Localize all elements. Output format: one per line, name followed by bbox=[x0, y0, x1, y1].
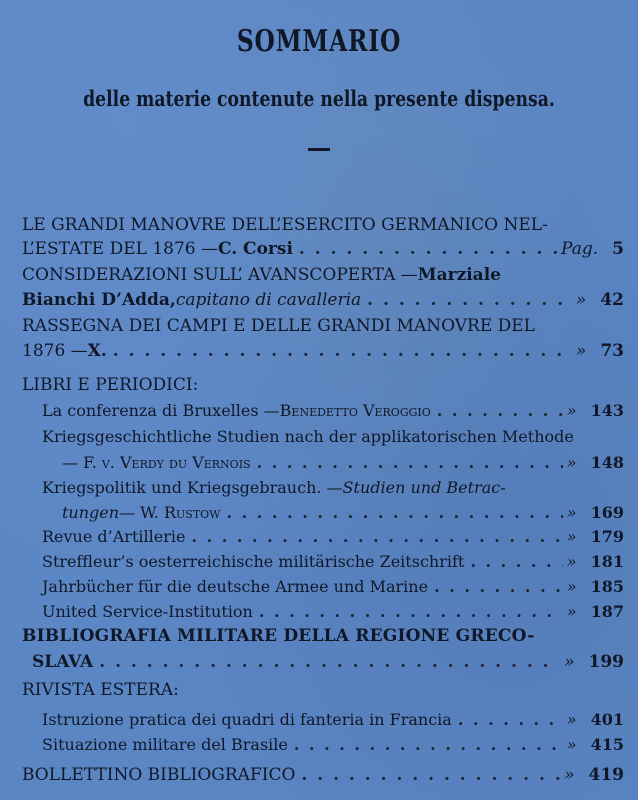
leader-dots bbox=[464, 549, 562, 575]
toc-entry-title: SLAVA bbox=[32, 652, 94, 672]
toc-entry-line bbox=[62, 450, 624, 476]
toc-page-ref: » 179 bbox=[566, 527, 624, 546]
toc-entry-line bbox=[42, 707, 624, 733]
toc-page-ref: » 73 bbox=[575, 341, 624, 361]
toc-entry-line bbox=[22, 287, 624, 313]
toc-entry-author: C. Corsi bbox=[217, 239, 293, 259]
toc-page-ref: » 185 bbox=[566, 577, 624, 596]
toc-page-ref: » 415 bbox=[566, 735, 624, 754]
toc-entry-title: Kriegspolitik und Kriegsgebrauch. — bbox=[42, 478, 343, 497]
toc-entry-title: LE GRANDI MANOVRE DELL’ESERCITO GERMANICO NEL- bbox=[22, 215, 548, 235]
toc-entry-title: Situazione militare del Brasile bbox=[42, 735, 288, 754]
toc-entry-line bbox=[32, 649, 624, 675]
toc-entry-title: Studien und Betrac- bbox=[342, 478, 506, 497]
leader-dots bbox=[251, 450, 563, 476]
toc-entry-line bbox=[22, 338, 624, 364]
toc-page-ref: Pag. 5 bbox=[561, 239, 624, 259]
toc-entry-title: United Service-Institution bbox=[42, 602, 253, 621]
leader-dots bbox=[253, 599, 563, 625]
toc-entry-title: CONSIDERAZIONI SULL’ AVANSCOPERTA — bbox=[22, 265, 418, 285]
toc-entry-title: RASSEGNA DEI CAMPI E DELLE GRANDI MANOVRE DEL bbox=[22, 316, 535, 336]
toc-entry-line bbox=[42, 524, 624, 550]
leader-dots bbox=[431, 398, 563, 424]
toc-entry-line bbox=[42, 599, 624, 625]
page-subtitle: delle materie contenute nella presente dispensa. bbox=[83, 86, 555, 111]
toc-entry-line bbox=[42, 398, 624, 424]
toc-entry-title: Revue d’Artillerie bbox=[42, 527, 186, 546]
section-heading: RIVISTA ESTERA: bbox=[22, 680, 179, 700]
toc-entry-author: — W. Rustow bbox=[119, 503, 221, 522]
page-title: SOMMARIO bbox=[236, 24, 402, 59]
leader-dots bbox=[452, 707, 563, 733]
toc-entry-title: Streffleur’s oesterreichische militärische Zeitschrift bbox=[42, 552, 465, 571]
leader-dots bbox=[428, 574, 563, 600]
toc-entry-line bbox=[42, 475, 624, 501]
leader-dots bbox=[220, 500, 562, 526]
leader-dots bbox=[288, 732, 563, 758]
toc-entry-line bbox=[22, 236, 624, 262]
toc-entry-author: — F. v. Verdy du Vernois bbox=[62, 453, 251, 472]
toc-entry-title: Istruzione pratica dei quadri di fanteria in Francia bbox=[42, 710, 452, 729]
toc-entry-title: Jahrbücher für die deutsche Armee und Marine bbox=[42, 577, 429, 596]
toc-entry-title: BIBLIOGRAFIA MILITARE DELLA REGIONE GRECO- bbox=[22, 626, 535, 646]
toc-entry-line bbox=[42, 732, 624, 758]
toc-page-ref: » 187 bbox=[566, 602, 624, 621]
leader-dots bbox=[185, 524, 562, 550]
toc-page-ref: » 143 bbox=[566, 401, 624, 420]
toc-entry-line bbox=[22, 262, 624, 288]
leader-dots bbox=[107, 338, 572, 364]
toc-page-ref: » 181 bbox=[566, 552, 624, 571]
leader-dots bbox=[361, 287, 572, 313]
leader-dots bbox=[293, 236, 557, 262]
toc-page-ref: » 42 bbox=[575, 290, 624, 310]
toc-entry-line bbox=[42, 549, 624, 575]
toc-page-ref: » 169 bbox=[566, 503, 624, 522]
toc-entry-title: Kriegsgeschichtliche Studien nach der applikatorischen Methode bbox=[42, 427, 574, 446]
toc-entry-line bbox=[42, 574, 624, 600]
leader-dots bbox=[295, 762, 560, 788]
toc-entry-line bbox=[42, 424, 624, 450]
toc-entry-author: Marziale bbox=[417, 265, 501, 285]
leader-dots bbox=[93, 649, 560, 675]
toc-entry-line bbox=[22, 212, 624, 238]
toc-page-ref: » 199 bbox=[564, 652, 624, 672]
toc-entry-author: X. bbox=[87, 341, 107, 361]
toc-entry-line bbox=[22, 762, 624, 788]
toc-entry-line bbox=[22, 313, 624, 339]
toc-entry-title: La conferenza di Bruxelles — bbox=[42, 401, 280, 420]
toc-page-ref: » 401 bbox=[566, 710, 624, 729]
toc-page-ref: » 419 bbox=[564, 765, 624, 785]
toc-entry-title: BOLLETTINO BIBLIOGRAFICO bbox=[22, 765, 296, 785]
toc-entry-line bbox=[22, 623, 624, 649]
toc-entry-title: tungen bbox=[62, 503, 120, 522]
toc-entry-author: Benedetto Veroggio bbox=[279, 401, 431, 420]
toc-entry-role: capitano di cavalleria bbox=[175, 290, 362, 310]
toc-entry-author: Bianchi D’Adda, bbox=[22, 290, 176, 310]
section-heading: LIBRI E PERIODICI: bbox=[22, 375, 199, 395]
toc-page-ref: » 148 bbox=[566, 453, 624, 472]
toc-entry-title: 1876 — bbox=[22, 341, 88, 361]
toc-entry-line bbox=[62, 500, 624, 526]
toc-entry-title: L’ESTATE DEL 1876 — bbox=[22, 239, 218, 259]
